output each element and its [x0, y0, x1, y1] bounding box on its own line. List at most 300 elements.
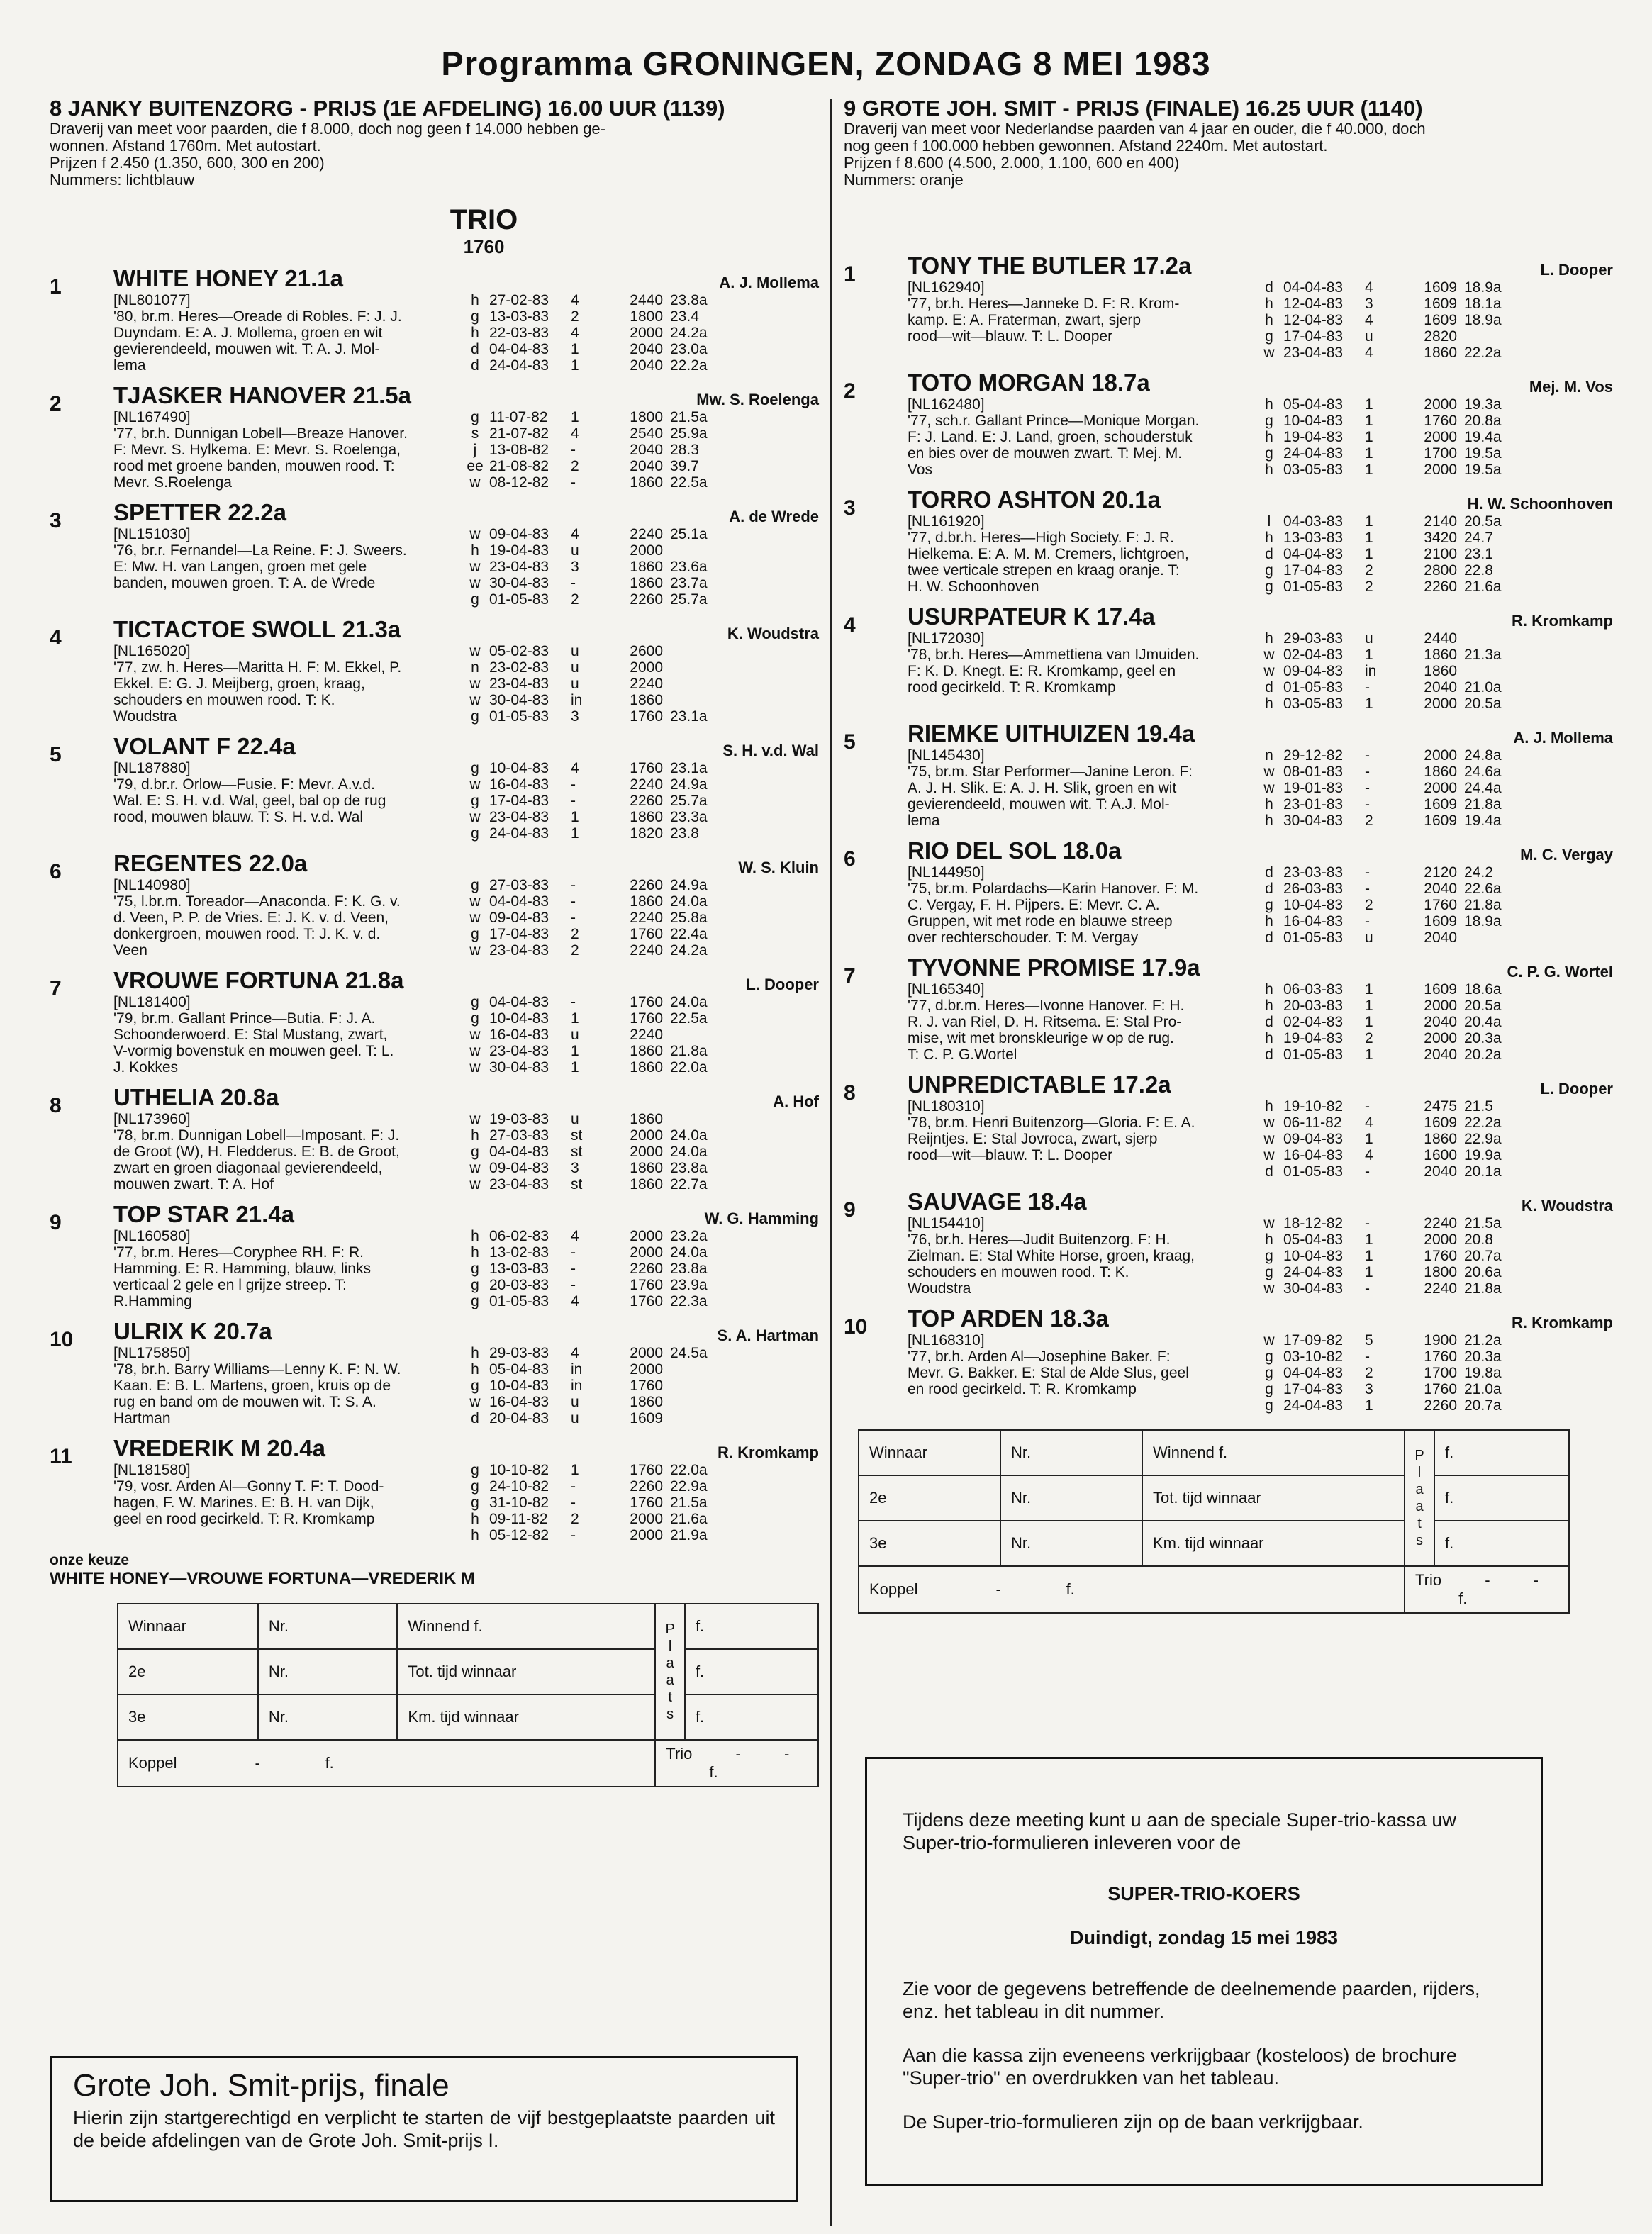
performance-tm: 20.7a — [1464, 1248, 1502, 1264]
performance-row — [461, 1111, 819, 1127]
slip-winner-label: Winnaar — [859, 1430, 1000, 1475]
performance-ds: 1600 — [1424, 1147, 1457, 1163]
performance-dt: 13-03-83 — [1283, 530, 1344, 546]
performance-tr: l — [1267, 513, 1271, 530]
performance-pl: 2 — [1365, 897, 1373, 913]
performance-dt: 10-04-83 — [1283, 1248, 1344, 1264]
horse-entry — [844, 1071, 1613, 1180]
performance-tm: 24.4a — [1464, 780, 1502, 796]
horse-number: 4 — [844, 613, 856, 637]
horse-info-line: verticaal 2 gele en l grijze streep. T: — [113, 1277, 347, 1293]
performance-row — [461, 1160, 819, 1176]
performance-tr: h — [1265, 312, 1273, 328]
horse-info-line: F: Mevr. S. Hylkema. E: Mevr. S. Roelenga, — [113, 442, 401, 458]
performance-ds: 2040 — [1424, 929, 1457, 946]
horse-info — [113, 1228, 461, 1309]
horse-info-line: [NL165020] — [113, 643, 191, 659]
performance-dt: 04-04-83 — [1283, 1365, 1344, 1381]
horse-info-line: Wal. E: S. H. v.d. Wal, geel, bal op de rug — [113, 793, 386, 809]
performance-dt: 31-10-82 — [489, 1495, 549, 1511]
performance-tm: 22.0a — [670, 1462, 708, 1478]
performance-tm — [670, 1394, 727, 1410]
performance-ds: 1860 — [630, 559, 663, 575]
performance-tm: 21.9a — [670, 1527, 708, 1543]
horse-details — [113, 760, 819, 842]
horse-body — [908, 1305, 1613, 1414]
performance-tr: w — [469, 1160, 481, 1176]
performance-tm: 21.5a — [670, 409, 708, 425]
performance-row — [461, 458, 819, 474]
horse-info-line: Mevr. G. Bakker. E: Stal de Alde Slus, geel — [908, 1365, 1189, 1381]
horse-performances — [1255, 1332, 1613, 1414]
performance-row — [1255, 696, 1613, 712]
finale-box — [50, 2056, 798, 2202]
horse-body — [908, 1188, 1613, 1297]
performance-pl: 2 — [571, 1511, 579, 1527]
slip-km-time: Km. tijd winnaar — [397, 1694, 655, 1740]
performance-dt: 05-02-83 — [489, 643, 549, 659]
horse-trainer: A. Hof — [773, 1093, 819, 1110]
performance-tm — [670, 659, 727, 676]
performance-tr: d — [471, 341, 479, 357]
performance-pl: - — [571, 474, 576, 491]
horse-number: 7 — [50, 977, 62, 1000]
horse-entry — [844, 954, 1613, 1063]
slip-place-2: f. — [685, 1649, 818, 1694]
horse-info — [908, 279, 1255, 361]
performance-dt: 24-04-83 — [489, 825, 549, 842]
performance-ds: 2000 — [630, 1511, 663, 1527]
horse-name: SPETTER 22.2a — [113, 499, 286, 525]
horse-info-line: R.Hamming — [113, 1293, 192, 1309]
performance-tr: w — [469, 809, 481, 825]
performance-ds: 1760 — [630, 1293, 663, 1309]
performance-ds: 2000 — [630, 1345, 663, 1361]
performance-pl: - — [571, 1277, 576, 1293]
performance-row — [461, 1261, 819, 1277]
horse-info-line: rood, mouwen blauw. T: S. H. v.d. Wal — [113, 809, 364, 825]
horse-body — [908, 720, 1613, 829]
performance-row — [1255, 1248, 1613, 1264]
performance-pl: 1 — [571, 341, 579, 357]
performance-dt: 30-04-83 — [489, 575, 549, 591]
horse-body — [113, 616, 819, 725]
performance-tm — [670, 676, 727, 692]
horse-trainer: Mej. M. Vos — [1529, 378, 1613, 396]
performance-row — [461, 926, 819, 942]
performance-pl: 2 — [1365, 812, 1373, 829]
horse-name: TICTACTOE SWOLL 21.3a — [113, 616, 401, 642]
performance-ds: 1609 — [1424, 312, 1457, 328]
performance-tm: 19.3a — [1464, 396, 1502, 413]
performance-dt: 17-04-83 — [489, 926, 549, 942]
performance-pl: 4 — [1365, 279, 1373, 296]
horse-trainer: R. Kromkamp — [1511, 612, 1613, 630]
performance-tm — [670, 1111, 727, 1127]
performance-tm: 22.8 — [1464, 562, 1493, 579]
performance-dt: 24-04-83 — [1283, 1264, 1344, 1280]
slip-plaats-letter: a — [1415, 1482, 1424, 1497]
performance-pl: 1 — [1365, 429, 1373, 445]
horse-number: 5 — [50, 743, 62, 766]
performance-tm: 24.7 — [1464, 530, 1493, 546]
performance-pl: - — [1365, 679, 1370, 696]
slip-row-second — [859, 1475, 1569, 1521]
performance-row — [461, 1059, 819, 1076]
performance-row — [1255, 1215, 1613, 1232]
slip-total-time: Tot. tijd winnaar — [1142, 1475, 1405, 1521]
performance-ds: 2000 — [630, 1144, 663, 1160]
super-trio-box — [865, 1757, 1543, 2186]
performance-ds: 1700 — [1424, 445, 1457, 462]
performance-tr: d — [1265, 1163, 1273, 1180]
performance-ds: 1760 — [1424, 413, 1457, 429]
performance-row — [461, 1228, 819, 1244]
performance-row — [461, 442, 819, 458]
performance-row — [1255, 663, 1613, 679]
performance-tm: 24.2 — [1464, 864, 1493, 881]
horse-body — [113, 382, 819, 491]
horse-body — [908, 837, 1613, 946]
performance-ds: 1860 — [1424, 1131, 1457, 1147]
slip-plaats-letter: s — [1416, 1533, 1423, 1548]
performance-dt: 20-04-83 — [489, 1410, 549, 1426]
performance-row — [1255, 647, 1613, 663]
performance-tr: d — [1265, 279, 1273, 296]
performance-dt: 23-04-83 — [489, 1176, 549, 1193]
horse-info-line: [NL144950] — [908, 864, 985, 881]
performance-tm: 23.1 — [1464, 546, 1493, 562]
performance-dt: 19-04-83 — [1283, 429, 1344, 445]
performance-ds: 2820 — [1424, 328, 1457, 345]
performance-tr: h — [1265, 981, 1273, 998]
super-trio-brochure: Aan die kassa zijn eveneens verkrijgbaar (kosteloos) de brochure "Super-trio" en overdrukken van het tableau. — [903, 2045, 1457, 2089]
performance-pl: 4 — [1365, 345, 1373, 361]
horse-number: 11 — [50, 1445, 72, 1468]
horse-info-line: rood met groene banden, mouwen rood. T: — [113, 458, 395, 474]
performance-tm: 23.6a — [670, 559, 708, 575]
horse-name: TONY THE BUTLER 17.2a — [908, 252, 1192, 279]
horse-performances — [1255, 1215, 1613, 1297]
horse-trainer: K. Woudstra — [727, 625, 819, 642]
performance-ds: 2475 — [1424, 1098, 1457, 1115]
performance-tm: 24.8a — [1464, 747, 1502, 764]
performance-row — [461, 559, 819, 575]
performance-tr: h — [1265, 462, 1273, 478]
performance-row — [1255, 530, 1613, 546]
horse-info — [908, 513, 1255, 595]
performance-row — [461, 1144, 819, 1160]
horse-info-line: E: Mw. H. van Langen, groen met gele — [113, 559, 367, 575]
performance-dt: 01-05-83 — [1283, 1046, 1344, 1063]
horse-info-line: Kaan. E: B. L. Martens, groen, kruis op de — [113, 1378, 391, 1394]
performance-dt: 10-04-83 — [489, 1378, 549, 1394]
horse-info-line: Veen — [113, 942, 147, 959]
performance-pl: 2 — [1365, 562, 1373, 579]
performance-tr: w — [1263, 647, 1275, 663]
horse-performances — [461, 526, 819, 608]
slip-koppel: Koppel - f. — [118, 1740, 655, 1787]
performance-tm: 24.0a — [670, 994, 708, 1010]
performance-row — [1255, 296, 1613, 312]
finale-box-text: Hierin zijn startgerechtigd en verplicht te starten de vijf bestgeplaatste paarden uit de beide afdelingen van de Grote Joh. Smit-prijs I. — [73, 2107, 775, 2151]
performance-row — [461, 409, 819, 425]
horse-header — [113, 499, 819, 526]
horse-info-line: [NL181580] — [113, 1462, 191, 1478]
horse-info-line: '78, br.h. Barry Williams—Lenny K. F: N. W. — [113, 1361, 401, 1378]
horse-info-line: Woudstra — [908, 1280, 971, 1297]
performance-tm: 23.8a — [670, 1261, 708, 1277]
performance-tr: g — [1265, 897, 1273, 913]
performance-pl: 1 — [1365, 1264, 1373, 1280]
performance-tm: 19.9a — [1464, 1147, 1502, 1163]
horse-performances — [1255, 1098, 1613, 1180]
performance-row — [461, 526, 819, 542]
performance-tr: d — [1265, 1046, 1273, 1063]
horse-body — [908, 603, 1613, 712]
performance-pl: u — [571, 659, 579, 676]
performance-dt: 17-04-83 — [1283, 1381, 1344, 1397]
horse-performances — [1255, 747, 1613, 829]
horse-name: UTHELIA 20.8a — [113, 1084, 279, 1110]
horse-info — [113, 760, 461, 842]
performance-dt: 08-12-82 — [489, 474, 549, 491]
performance-ds: 1860 — [630, 1176, 663, 1193]
performance-pl: - — [571, 793, 576, 809]
performance-row — [461, 1410, 819, 1426]
performance-row — [461, 292, 819, 308]
performance-ds: 1760 — [1424, 897, 1457, 913]
performance-pl: 1 — [1365, 1046, 1373, 1063]
trio-label: TRIO — [450, 204, 518, 235]
performance-ds: 1900 — [1424, 1332, 1457, 1348]
performance-pl: - — [1365, 864, 1370, 881]
performance-ds: 2240 — [630, 1027, 663, 1043]
performance-row — [1255, 1014, 1613, 1030]
performance-dt: 17-04-83 — [1283, 562, 1344, 579]
performance-pl: u — [571, 1410, 579, 1426]
performance-tr: h — [1265, 998, 1273, 1014]
race-8-desc-3: Prijzen f 2.450 (1.350, 600, 300 en 200) — [50, 154, 325, 172]
performance-pl: 2 — [1365, 579, 1373, 595]
performance-tm: 22.2a — [1464, 345, 1502, 361]
slip-row-winner — [859, 1430, 1569, 1475]
performance-tm: 22.5a — [670, 474, 708, 491]
performance-row — [461, 425, 819, 442]
performance-tm: 21.0a — [1464, 679, 1502, 696]
horse-info-line: '77, d.br.h. Heres—High Society. F: J. R. — [908, 530, 1174, 546]
horse-name: RIO DEL SOL 18.0a — [908, 837, 1122, 864]
performance-tr: g — [471, 1261, 479, 1277]
horse-number: 9 — [844, 1198, 856, 1222]
slip-total-time: Tot. tijd winnaar — [397, 1649, 655, 1694]
performance-pl: - — [571, 1478, 576, 1495]
performance-row — [461, 1176, 819, 1193]
performance-row — [1255, 998, 1613, 1014]
performance-tr: w — [469, 676, 481, 692]
performance-ds: 1860 — [630, 575, 663, 591]
performance-ds: 2000 — [1424, 1232, 1457, 1248]
performance-dt: 23-02-83 — [489, 659, 549, 676]
performance-tm: 23.8a — [670, 1160, 708, 1176]
performance-ds: 2040 — [630, 357, 663, 374]
horse-info — [908, 1215, 1255, 1297]
performance-tr: h — [471, 1361, 479, 1378]
performance-pl: - — [1365, 1163, 1370, 1180]
performance-row — [461, 1478, 819, 1495]
performance-row — [1255, 929, 1613, 946]
performance-row — [461, 708, 819, 725]
performance-ds: 2040 — [1424, 1014, 1457, 1030]
horse-info-line: '79, br.m. Gallant Prince—Butia. F: J. A. — [113, 1010, 376, 1027]
performance-dt: 24-04-83 — [1283, 445, 1344, 462]
horse-trainer: Mw. S. Roelenga — [696, 391, 819, 408]
horse-number: 1 — [844, 262, 856, 286]
performance-ds: 1860 — [630, 1111, 663, 1127]
performance-pl: - — [1365, 1098, 1370, 1115]
horse-body — [113, 499, 819, 608]
performance-dt: 21-08-82 — [489, 458, 549, 474]
performance-row — [461, 1244, 819, 1261]
horse-trainer: A. J. Mollema — [1513, 729, 1613, 747]
performance-ds: 1800 — [1424, 1264, 1457, 1280]
performance-tm — [1464, 328, 1521, 345]
performance-row — [461, 1462, 819, 1478]
horse-header — [908, 837, 1613, 864]
performance-pl: 1 — [1365, 1131, 1373, 1147]
horse-info-line: '76, br.h. Heres—Judit Buitenzorg. F: H. — [908, 1232, 1171, 1248]
performance-row — [461, 776, 819, 793]
slip-place-1: f. — [685, 1604, 818, 1649]
performance-tr: d — [1265, 546, 1273, 562]
performance-tm — [1464, 929, 1521, 946]
performance-pl: 1 — [1365, 981, 1373, 998]
horse-details — [908, 1332, 1613, 1414]
horse-info — [113, 1111, 461, 1193]
performance-dt: 05-04-83 — [1283, 396, 1344, 413]
betting-slip-left — [117, 1603, 819, 1787]
horse-header — [908, 252, 1613, 279]
performance-row — [461, 1127, 819, 1144]
performance-dt: 11-07-82 — [489, 409, 548, 425]
horse-info-line: [NL140980] — [113, 877, 191, 893]
performance-dt: 10-04-83 — [489, 760, 549, 776]
performance-tr: g — [1265, 1365, 1273, 1381]
horse-performances — [461, 1462, 819, 1543]
performance-dt: 16-04-83 — [1283, 1147, 1344, 1163]
performance-tr: g — [471, 1478, 479, 1495]
performance-row — [1255, 429, 1613, 445]
performance-pl: - — [1365, 1348, 1370, 1365]
performance-row — [1255, 780, 1613, 796]
performance-pl: 2 — [571, 926, 579, 942]
performance-dt: 30-04-83 — [1283, 1280, 1344, 1297]
horse-header — [908, 486, 1613, 513]
performance-dt: 01-05-83 — [1283, 929, 1344, 946]
performance-row — [461, 474, 819, 491]
performance-ds: 2000 — [1424, 396, 1457, 413]
horse-info-line: [NL172030] — [908, 630, 985, 647]
performance-tr: d — [471, 1410, 479, 1426]
performance-tr: d — [1265, 679, 1273, 696]
performance-tr: w — [469, 559, 481, 575]
race-9-horse-list — [844, 252, 1613, 1414]
horse-trainer: A. de Wrede — [729, 508, 819, 525]
performance-row — [461, 676, 819, 692]
performance-tr: w — [1263, 1332, 1275, 1348]
performance-tr: w — [469, 643, 481, 659]
performance-ds: 2260 — [630, 793, 663, 809]
horse-header — [113, 616, 819, 643]
performance-tm — [670, 542, 727, 559]
horse-info-line: banden, mouwen groen. T: A. de Wrede — [113, 575, 376, 591]
horse-trainer: M. C. Vergay — [1520, 846, 1613, 864]
performance-tm: 22.4a — [670, 926, 708, 942]
performance-row — [461, 910, 819, 926]
horse-number: 5 — [844, 730, 856, 754]
horse-info-line: Woudstra — [113, 708, 177, 725]
performance-pl: 3 — [571, 1160, 579, 1176]
performance-tr: s — [471, 425, 479, 442]
performance-ds: 1860 — [1424, 647, 1457, 663]
performance-tr: h — [1265, 812, 1273, 829]
horse-info-line: mouwen zwart. T: A. Hof — [113, 1176, 274, 1193]
horse-info-line: twee verticale strepen en kraag oranje. T: — [908, 562, 1180, 579]
performance-tm: 23.1a — [670, 708, 708, 725]
horse-number: 9 — [50, 1211, 62, 1234]
horse-info-line: '75, l.br.m. Toreador—Anaconda. F: K. G. v. — [113, 893, 401, 910]
horse-entry — [50, 265, 819, 374]
horse-info-line: kamp. E: A. Fraterman, zwart, sjerp — [908, 312, 1142, 328]
horse-entry — [844, 369, 1613, 478]
performance-tm: 20.5a — [1464, 998, 1502, 1014]
performance-ds: 2040 — [1424, 1046, 1457, 1063]
choice-value: WHITE HONEY—VROUWE FORTUNA—VREDERIK M — [50, 1569, 475, 1588]
slip-row-bottom — [118, 1740, 818, 1787]
performance-dt: 19-10-82 — [1283, 1098, 1344, 1115]
horse-entry — [50, 967, 819, 1076]
performance-tr: g — [471, 708, 479, 725]
horse-info-line: en bies over de mouwen zwart. T: Mej. M. — [908, 445, 1183, 462]
horse-details — [113, 1345, 819, 1426]
performance-tm: 18.1a — [1464, 296, 1502, 312]
horse-entry — [844, 603, 1613, 712]
horse-performances — [461, 409, 819, 491]
horse-body — [113, 1201, 819, 1309]
performance-pl: in — [571, 692, 583, 708]
performance-ds: 2240 — [1424, 1280, 1457, 1297]
performance-dt: 23-04-83 — [489, 1043, 549, 1059]
performance-row — [461, 1043, 819, 1059]
horse-trainer: W. G. Hamming — [704, 1210, 819, 1227]
horse-info-line: [NL173960] — [113, 1111, 191, 1127]
horse-info-line: en rood gecirkeld. T: R. Kromkamp — [908, 1381, 1137, 1397]
performance-ds: 2000 — [1424, 429, 1457, 445]
performance-row — [1255, 1280, 1613, 1297]
performance-pl: u — [571, 676, 579, 692]
performance-ds: 1760 — [1424, 1381, 1457, 1397]
performance-tm — [1464, 663, 1521, 679]
performance-tm: 22.3a — [670, 1293, 708, 1309]
horse-entry — [844, 720, 1613, 829]
performance-tm: 21.6a — [1464, 579, 1502, 595]
performance-pl: 4 — [571, 526, 579, 542]
performance-ds: 2800 — [1424, 562, 1457, 579]
horse-header — [113, 967, 819, 994]
horse-number: 7 — [844, 964, 856, 988]
performance-pl: u — [571, 542, 579, 559]
performance-row — [1255, 1115, 1613, 1131]
